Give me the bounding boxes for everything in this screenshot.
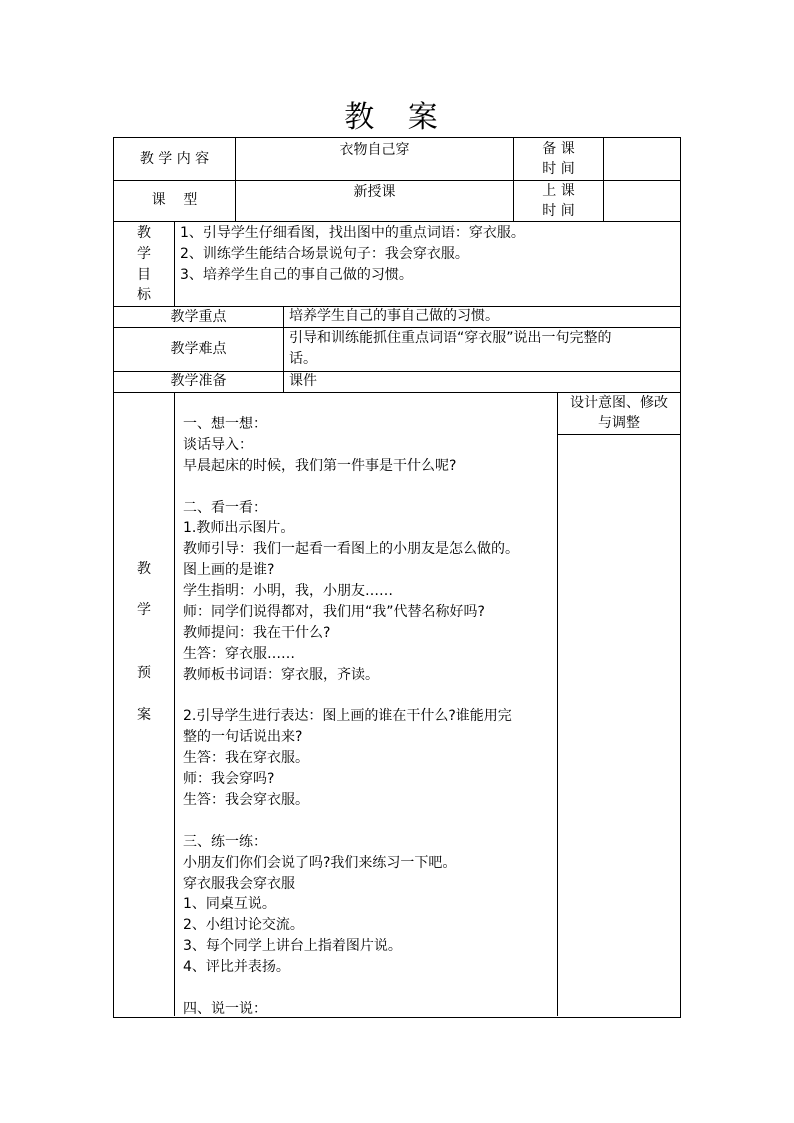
plan-line: 一、想一想： (183, 416, 267, 432)
difficulty-value-line2: 话。 (289, 351, 317, 367)
plan-line: 生答：我在穿衣服。 (183, 750, 309, 767)
difficulty-label: 教学难点 (170, 341, 227, 357)
plan-label-char: 教 (137, 561, 151, 577)
plan-line: 图上画的是谁? (183, 562, 275, 579)
class-time-label-1: 上 课 (542, 183, 575, 199)
plan-line: 整的一句话说出来? (183, 729, 303, 746)
plan-line: 教师引导：我们一起看一看图上的小朋友是怎么做的。 (183, 541, 519, 558)
plan-line: 1.教师出示图片。 (183, 520, 295, 537)
plan-line (183, 477, 555, 498)
plan-line: 教师板书词语：穿衣服，齐读。 (183, 666, 379, 683)
plan-line: 教师提问：我在干什么? (183, 624, 331, 641)
plan-line: 3、每个同学上讲台上指着图片说。 (183, 938, 402, 955)
page-title: 教 案 (344, 100, 450, 135)
goals-label-char: 教 (137, 225, 151, 241)
plan-body (183, 414, 555, 1020)
type-value: 新授课 (353, 184, 396, 200)
key-point-label: 教学重点 (170, 309, 227, 325)
preparation-label: 教学准备 (170, 373, 227, 389)
goals-label-char: 目 (137, 267, 151, 283)
plan-line: 1、同桌互说。 (183, 896, 276, 913)
plan-line: 生答：穿衣服…… (183, 645, 295, 662)
plan-label-char: 学 (137, 602, 151, 618)
side-header-line2: 与调整 (598, 415, 640, 431)
plan-line: 谈话导入： (183, 436, 253, 453)
col-divider (283, 306, 284, 392)
col-divider (174, 221, 175, 306)
goal-item: 2、训练学生能结合场景说句子：我会穿衣服。 (180, 246, 469, 262)
plan-line: 二、看一看： (183, 499, 267, 516)
difficulty-value-line1: 引导和训练能抓住重点词语“穿衣服”说出一句完整的 (289, 330, 612, 346)
prep-time-label-1: 备 课 (542, 141, 575, 157)
goal-item: 1、引导学生仔细看图，找出图中的重点词语：穿衣服。 (180, 225, 525, 241)
plan-line (183, 811, 555, 832)
plan-line: 生答：我会穿衣服。 (183, 792, 309, 809)
goals-label-char: 标 (137, 287, 151, 303)
plan-line: 学生指明：小明，我，小朋友…… (183, 583, 393, 600)
side-header-line1: 设计意图、修改 (570, 395, 668, 411)
key-point-value: 培养学生自己的事自己做的习惯。 (289, 308, 499, 324)
plan-line: 小朋友们你们会说了吗?我们来练习一下吧。 (183, 854, 457, 871)
col-divider (557, 392, 558, 1016)
plan-label-char: 预 (137, 665, 151, 681)
plan-line (183, 686, 555, 707)
plan-line: 早晨起床的时候，我们第一件事是干什么呢? (183, 457, 457, 474)
plan-line: 2.引导学生进行表达：图上画的谁在干什么?谁能用完 (183, 708, 512, 725)
col-divider (174, 392, 175, 1016)
plan-line: 四、说一说： (183, 1000, 267, 1017)
type-label: 课 型 (151, 192, 198, 208)
col-divider (603, 137, 604, 221)
plan-label-char: 案 (137, 707, 151, 723)
plan-line: 穿衣服我会穿衣服 (183, 875, 295, 892)
plan-line: 三、练一练： (183, 833, 267, 850)
prep-time-label-2: 时 间 (542, 161, 575, 177)
plan-line: 师：我会穿吗? (183, 771, 275, 788)
goals-label-char: 学 (137, 246, 151, 262)
plan-line (183, 978, 555, 999)
goal-item: 3、培养学生自己的事自己做的习惯。 (180, 267, 413, 283)
content-value: 衣物自己穿 (339, 142, 410, 158)
preparation-value: 课件 (289, 373, 317, 389)
plan-line: 2、小组讨论交流。 (183, 917, 304, 934)
plan-line: 师：同学们说得都对，我们用“我”代替名称好吗? (183, 604, 485, 621)
plan-line: 4、评比并表扬。 (183, 959, 290, 976)
class-time-label-2: 时 间 (542, 203, 575, 219)
side-header-divider (557, 434, 680, 435)
content-label: 教 学 内 容 (139, 151, 210, 167)
